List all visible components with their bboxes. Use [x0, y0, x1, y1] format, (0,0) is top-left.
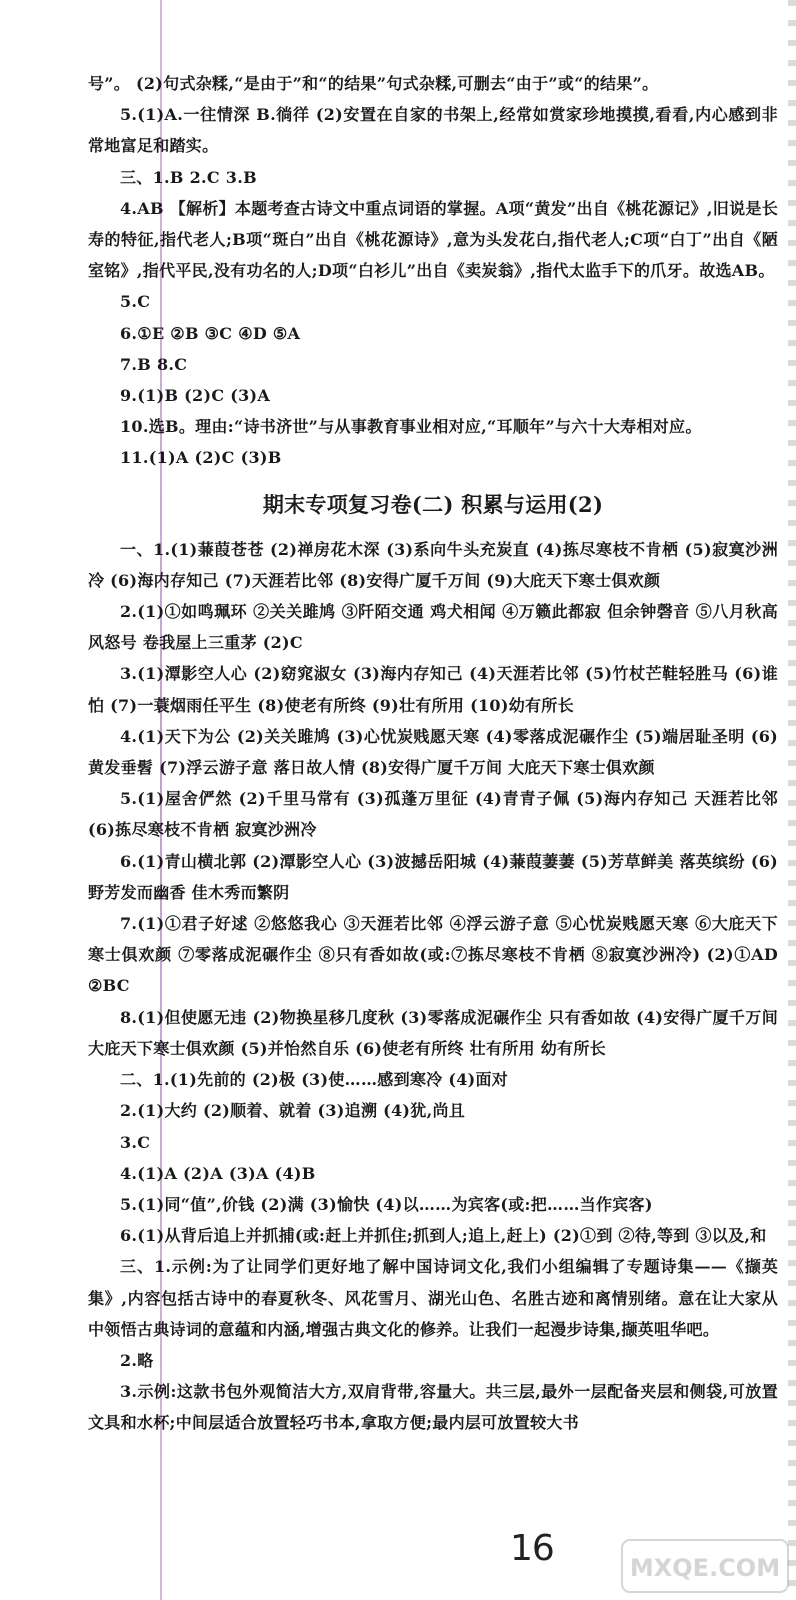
watermark-text: MXQE.COM: [629, 1554, 781, 1582]
answer-line-bottom-2: 3.(1)潭影空人心 (2)窈窕淑女 (3)海内存知己 (4)天涯若比邻 (5)竹杖芒鞋轻胜马 (6)谁怕 (7)一蓑烟雨任平生 (8)使老有所终 (9)壮有所用 (10)幼有所长: [88, 664, 778, 715]
answer-line-bottom-13: 6.(1)从背后追上并抓捕(或:赶上并抓住;抓到人;追上,赶上) (2)①到 ②待,等到 ③以及,和: [120, 1226, 767, 1246]
answer-line-top-3: 4.AB 【解析】本题考查古诗文中重点词语的掌握。A项“黄发”出自《桃花源记》,旧说是长寿的特征,指代老人;B项“斑白”出自《桃花源诗》,意为头发花白,指代老人;C项“白丁”出自《陋室铭》,指代平民,没有功名的人;D项“白衫儿”出自《卖炭翁》,指代太监手下的爪牙。故选AB。: [88, 198, 778, 281]
answer-line-bottom-12: 5.(1)同“值”,价钱 (2)满 (3)愉快 (4)以……为宾客(或:把……当作宾客): [120, 1194, 653, 1214]
answer-line-bottom-15: 2.略: [120, 1350, 154, 1370]
answer-line-bottom-5: 6.(1)青山横北郭 (2)潭影空人心 (3)波撼岳阳城 (4)蒹葭萋萋 (5)芳草鲜美 落英缤纷 (6)野芳发而幽香 佳木秀而繁阴: [88, 851, 778, 902]
answer-line-top-7: 9.(1)B (2)C (3)A: [120, 386, 271, 406]
answer-line-top-0: 号”。 (2)句式杂糅,“是由于”和“的结果”句式杂糅,可删去“由于”或“的结果”。: [88, 74, 659, 93]
answer-line-bottom-0: 一、1.(1)蒹葭苍苍 (2)禅房花木深 (3)系向牛头充炭直 (4)拣尽寒枝不肯栖 (5)寂寞沙洲冷 (6)海内存知己 (7)天涯若比邻 (8)安得广厦千万间 (9)大庇天下寒士俱欢颜: [88, 539, 778, 590]
answer-line-top-5: 6.①E ②B ③C ④D ⑤A: [120, 323, 301, 343]
answer-line-bottom-1: 2.(1)①如鸣珮环 ②关关雎鸠 ③阡陌交通 鸡犬相闻 ④万籁此都寂 但余钟磬音 ⑤八月秋高风怒号 卷我屋上三重茅 (2)C: [88, 602, 778, 653]
answer-line-bottom-10: 3.C: [120, 1132, 151, 1152]
answer-line-bottom-9: 2.(1)大约 (2)顺着、就着 (3)追溯 (4)犹,尚且: [120, 1101, 466, 1121]
answer-line-bottom-8: 二、1.(1)先前的 (2)极 (3)使……感到寒冷 (4)面对: [120, 1070, 509, 1090]
section-heading: 期末专项复习卷(二) 积累与运用(2): [262, 491, 604, 517]
scan-edge-marks: [788, 0, 796, 1600]
answer-line-bottom-6: 7.(1)①君子好逑 ②悠悠我心 ③天涯若比邻 ④浮云游子意 ⑤心忧炭贱愿天寒 ⑥大庇天下寒士俱欢颜 ⑦零落成泥碾作尘 ⑧只有香如故(或:⑦拣尽寒枝不肯栖 ⑧寂寞沙洲冷) (2)①AD ②BC: [88, 914, 778, 996]
answer-page: [88, 68, 778, 1439]
answer-line-top-6: 7.B 8.C: [120, 354, 188, 374]
watermark-logo: [620, 1538, 790, 1594]
answer-line-top-9: 11.(1)A (2)C (3)B: [120, 448, 282, 468]
answer-line-top-2: 三、1.B 2.C 3.B: [120, 167, 257, 187]
answer-line-top-8: 10.选B。理由:“诗书济世”与从事教育事业相对应,“耳顺年”与六十大寿相对应。: [120, 417, 702, 437]
answer-line-top-4: 5.C: [120, 292, 151, 312]
answer-line-bottom-16: 3.示例:这款书包外观简洁大方,双肩背带,容量大。共三层,最外一层配备夹层和侧袋,可放置文具和水杯;中间层适合放置轻巧书本,拿取方便;最内层可放置较大书: [88, 1382, 778, 1433]
answer-line-bottom-14: 三、1.示例:为了让同学们更好地了解中国诗词文化,我们小组编辑了专题诗集——《撷英集》,内容包括古诗中的春夏秋冬、风花雪月、湖光山色、名胜古迹和离情别绪。意在让大家从中领悟古典诗词的意蕴和内涵,增强古典文化的修养。让我们一起漫步诗集,撷英咀华吧。: [88, 1257, 778, 1339]
answer-line-bottom-3: 4.(1)天下为公 (2)关关雎鸠 (3)心忧炭贱愿天寒 (4)零落成泥碾作尘 (5)端居耻圣明 (6)黄发垂髫 (7)浮云游子意 落日故人情 (8)安得广厦千万间 大庇天下寒士俱欢颜: [88, 726, 778, 778]
answer-line-bottom-7: 8.(1)但使愿无违 (2)物换星移几度秋 (3)零落成泥碾作尘 只有香如故 (4)安得广厦千万间 大庇天下寒士俱欢颜 (5)并怡然自乐 (6)使老有所终 壮有所用 幼有所长: [88, 1007, 778, 1058]
answer-line-bottom-4: 5.(1)屋舍俨然 (2)千里马常有 (3)孤蓬万里征 (4)青青子佩 (5)海内存知己 天涯若比邻 (6)拣尽寒枝不肯栖 寂寞沙洲冷: [88, 789, 778, 840]
answer-line-top-1: 5.(1)A.一往情深 B.徜徉 (2)安置在自家的书架上,经常如赏家珍地摸摸,看看,内心感到非常地富足和踏实。: [88, 105, 778, 156]
answer-line-bottom-11: 4.(1)A (2)A (3)A (4)B: [120, 1163, 316, 1183]
page-number: 16: [510, 1528, 554, 1569]
